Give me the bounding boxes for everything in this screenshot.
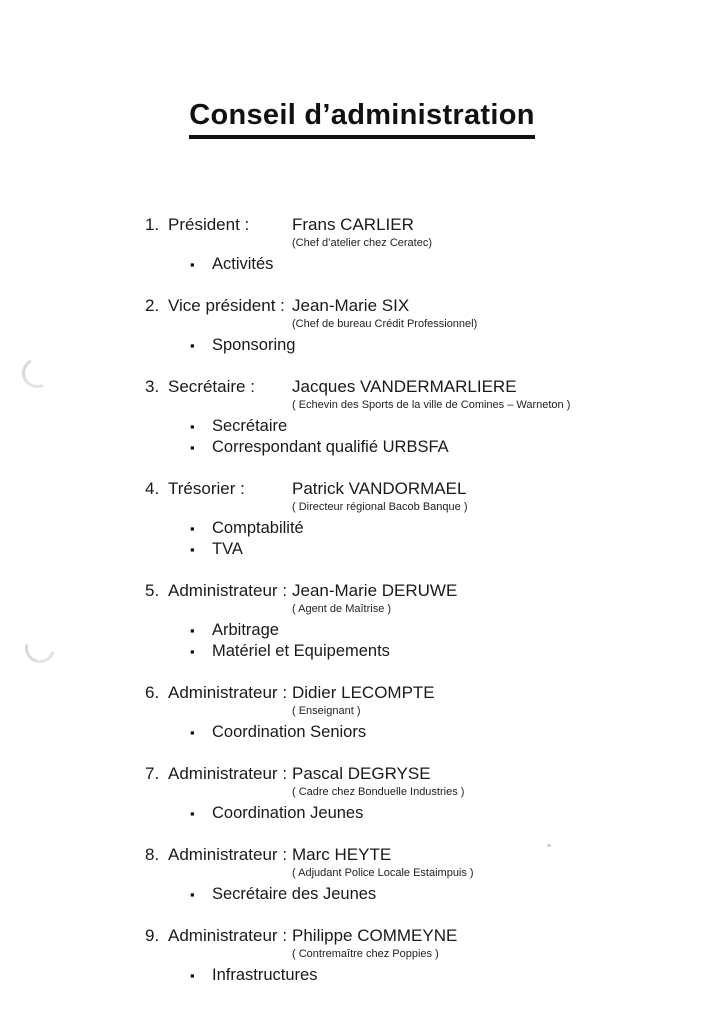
bullet-square-icon: ▪ [190,805,195,821]
scan-artifact-dot [547,844,551,847]
entry-role: Administrateur : [168,682,288,702]
entry-detail: ( Echevin des Sports de la ville de Comines – Warneton ) [292,398,571,411]
bullet-label: Infrastructures [212,965,318,984]
entry-name: Frans CARLIER [292,214,414,234]
board-entry [145,377,605,458]
bullet-label: Secrétaire des Jeunes [212,884,377,903]
bullet-label: Activités [212,254,274,273]
entry-role: Secrétaire : [168,376,255,396]
bullet-label: Matériel et Equipements [212,641,390,660]
bullet-label: Secrétaire [212,416,288,435]
bullet-label: Comptabilité [212,518,304,537]
entry-detail: ( Adjudant Police Locale Estaimpuis ) [292,866,474,879]
entry-name: Jean-Marie DERUWE [292,580,458,600]
bullet-list [190,965,605,986]
entry-role: Trésorier : [168,478,245,498]
entry-detail: ( Cadre chez Bonduelle Industries ) [292,785,465,798]
scan-artifact-crescent [18,354,56,392]
bullet-label: Correspondant qualifié URBSFA [212,437,449,456]
bullet-list [190,803,605,824]
bullet-item [190,539,605,560]
entry-head [145,215,605,235]
bullet-square-icon: ▪ [190,643,195,659]
bullet-item [190,803,605,824]
bullet-label: Coordination Seniors [212,722,367,741]
board-entry [145,581,605,662]
bullet-item [190,437,605,458]
entry-head [145,764,605,784]
entry-role: Vice président : [168,295,285,315]
entry-detail: ( Contremaître chez Poppies ) [292,947,439,960]
entry-number: 3. [145,376,160,396]
entry-name: Jean-Marie SIX [292,295,410,315]
entry-head [145,581,605,601]
bullet-square-icon: ▪ [190,724,195,740]
bullet-item [190,965,605,986]
bullet-list [190,335,605,356]
bullet-square-icon: ▪ [190,256,195,272]
entry-number: 1. [145,214,160,234]
page-title: Conseil d’administration [189,100,535,139]
bullet-label: Coordination Jeunes [212,803,364,822]
entry-head [145,296,605,316]
entry-head [145,479,605,499]
entry-number: 7. [145,763,160,783]
bullet-item [190,518,605,539]
bullet-item [190,722,605,743]
entry-name: Philippe COMMEYNE [292,925,458,945]
board-entry [145,479,605,560]
entry-detail: ( Agent de Maîtrise ) [292,602,392,615]
bullet-square-icon: ▪ [190,337,195,353]
bullet-label: Sponsoring [212,335,296,354]
bullet-list [190,722,605,743]
entry-number: 5. [145,580,160,600]
bullet-list [190,884,605,905]
bullet-square-icon: ▪ [190,886,195,902]
entry-head [145,377,605,397]
bullet-list [190,254,605,275]
bullet-item [190,641,605,662]
bullet-list [190,518,605,560]
entry-name: Patrick VANDORMAEL [292,478,467,498]
bullet-square-icon: ▪ [190,541,195,557]
board-entry [145,926,605,986]
entry-role: Administrateur : [168,925,288,945]
board-entry [145,296,605,356]
entry-detail: (Chef d’atelier chez Ceratec) [292,236,433,249]
entry-role: Administrateur : [168,844,288,864]
bullet-label: Arbitrage [212,620,279,639]
bullet-item [190,416,605,437]
bullet-square-icon: ▪ [190,967,195,983]
entry-head [145,845,605,865]
bullet-square-icon: ▪ [190,418,195,434]
bullet-item [190,254,605,275]
entry-role: Président : [168,214,250,234]
board-entry [145,764,605,824]
entry-number: 9. [145,925,160,945]
board-entry [145,683,605,743]
bullet-label: TVA [212,539,243,558]
entry-number: 4. [145,478,160,498]
scan-artifact-crescent [20,628,61,669]
board-entry [145,215,605,275]
bullet-square-icon: ▪ [190,622,195,638]
bullet-item [190,884,605,905]
entry-name: Didier LECOMPTE [292,682,435,702]
entry-number: 8. [145,844,160,864]
bullet-list [190,416,605,458]
entry-number: 6. [145,682,160,702]
bullet-item [190,335,605,356]
bullet-square-icon: ▪ [190,520,195,536]
entry-detail: (Chef de bureau Crédit Professionnel) [292,317,478,330]
entry-role: Administrateur : [168,763,288,783]
entry-detail: ( Directeur régional Bacob Banque ) [292,500,468,513]
entry-name: Pascal DEGRYSE [292,763,431,783]
bullet-square-icon: ▪ [190,439,195,455]
entry-head [145,683,605,703]
title-section [0,0,724,139]
entry-detail: ( Enseignant ) [292,704,361,717]
entry-head [145,926,605,946]
entry-name: Jacques VANDERMARLIERE [292,376,517,396]
board-entry [145,845,605,905]
bullet-item [190,620,605,641]
entry-number: 2. [145,295,160,315]
bullet-list [190,620,605,662]
entry-role: Administrateur : [168,580,288,600]
entries-list [145,215,605,986]
entry-name: Marc HEYTE [292,844,392,864]
